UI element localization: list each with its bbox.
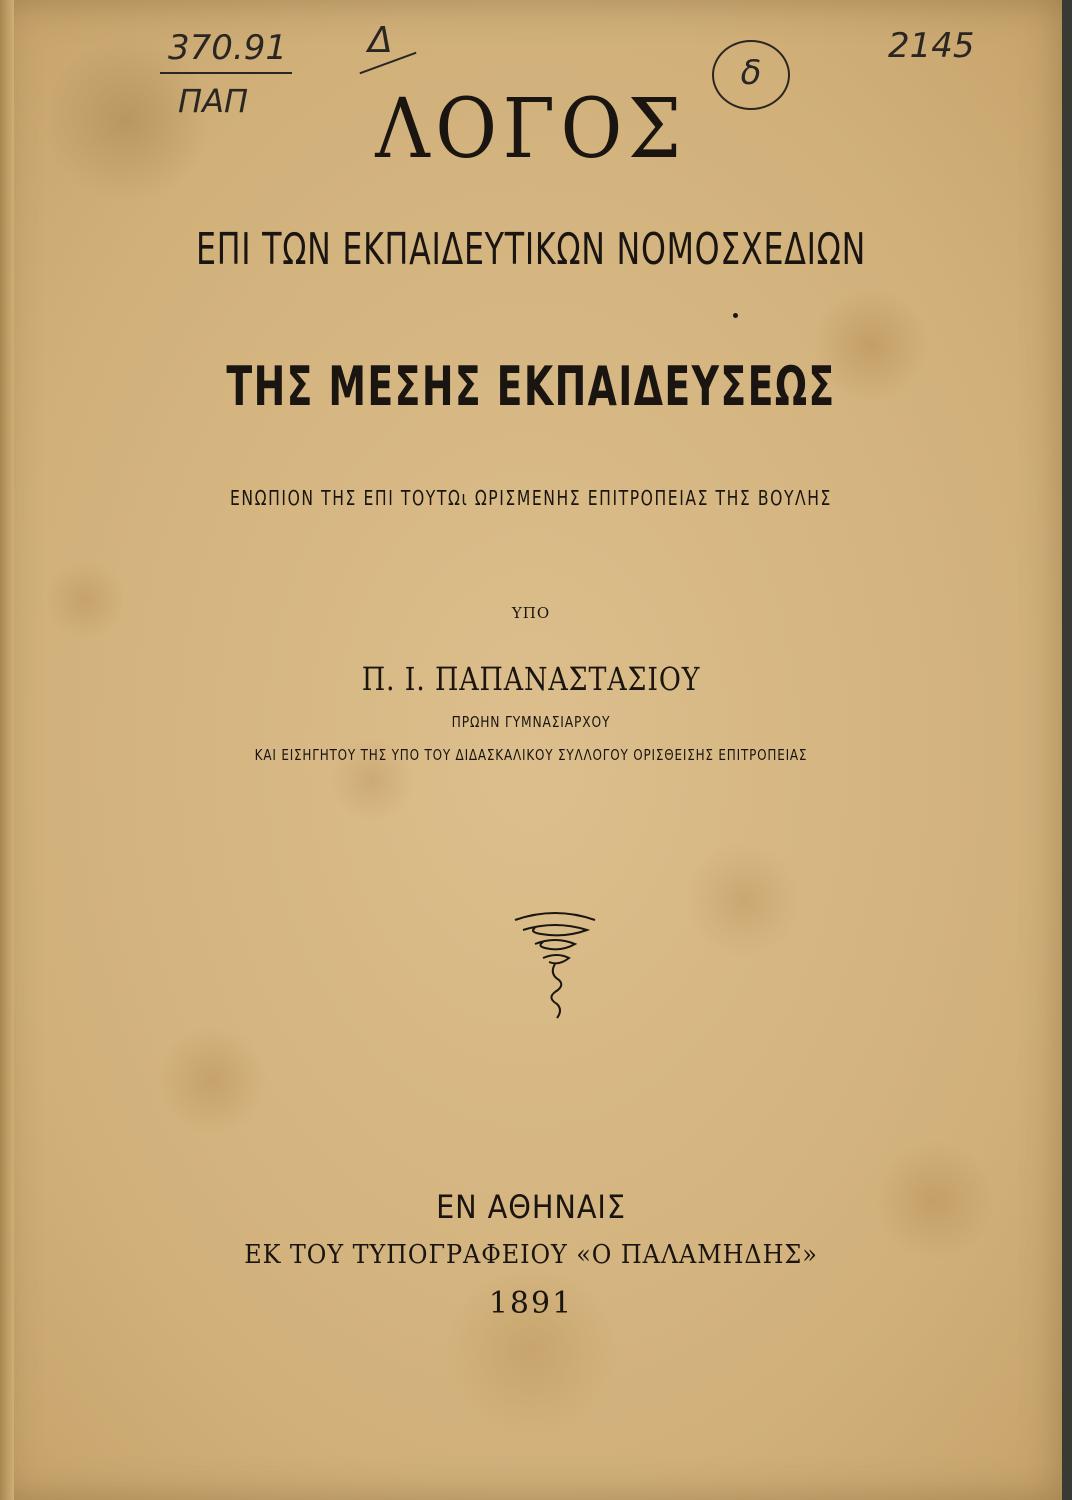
handwritten-abbreviation: ΠΑΠ — [178, 82, 249, 120]
author-role-2: ΚΑΙ ΕΙΣΗΓΗΤΟΥ ΤΗΣ ΥΠΟ ΤΟΥ ΔΙΔΑΣΚΑΛΙΚΟΥ ΣΥΛΛΟΓΟΥ ΟΡΙΣΘΕΙΣΗΣ ΕΠΙΤΡΟΠΕΙΑΣ — [254, 746, 808, 764]
page-edge — [0, 0, 14, 1500]
printers-ornament-icon — [505, 908, 605, 1028]
imprint-year: 1891 — [488, 1286, 574, 1321]
call-number-underline — [160, 72, 292, 74]
handwritten-circled-letter: δ — [712, 40, 790, 110]
handwritten-call-number: 370.91 — [168, 28, 287, 68]
page-title: ΛΟΓΟΣ — [375, 82, 687, 177]
author-name: Π. Ι. ΠΑΠΑΝΑΣΤΑΣΙΟΥ — [361, 660, 701, 698]
separator-dot — [733, 313, 738, 318]
handwritten-mark: Δ — [368, 20, 393, 61]
before-committee-line: ΕΝΩΠΙΟΝ ΤΗΣ ΕΠΙ ΤΟΥΤΩι ΩΡΙΣΜΕΝΗΣ ΕΠΙΤΡΟΠΕΙΑΣ ΤΗΣ ΒΟΥΛΗΣ — [230, 486, 832, 510]
by-label: ΥΠΟ — [511, 604, 551, 622]
imprint-city: ΕΝ ΑΘΗΝΑΙΣ — [436, 1188, 626, 1226]
handwritten-accession-number: 2145 — [888, 26, 975, 66]
subtitle-line-2: ΤΗΣ ΜΕΣΗΣ ΕΚΠΑΙΔΕΥΣΕΩΣ — [226, 355, 836, 418]
subtitle-line-1: ΕΠΙ ΤΩΝ ΕΚΠΑΙΔΕΥΤΙΚΩΝ ΝΟΜΟΣΧΕΔΙΩΝ — [195, 224, 867, 275]
author-role-1: ΠΡΩΗΝ ΓΥΜΝΑΣΙΑΡΧΟΥ — [451, 713, 611, 731]
imprint-printer: ΕΚ ΤΟΥ ΤΥΠΟΓΡΑΦΕΙΟΥ «Ο ΠΑΛΑΜΗΔΗΣ» — [244, 1240, 818, 1270]
